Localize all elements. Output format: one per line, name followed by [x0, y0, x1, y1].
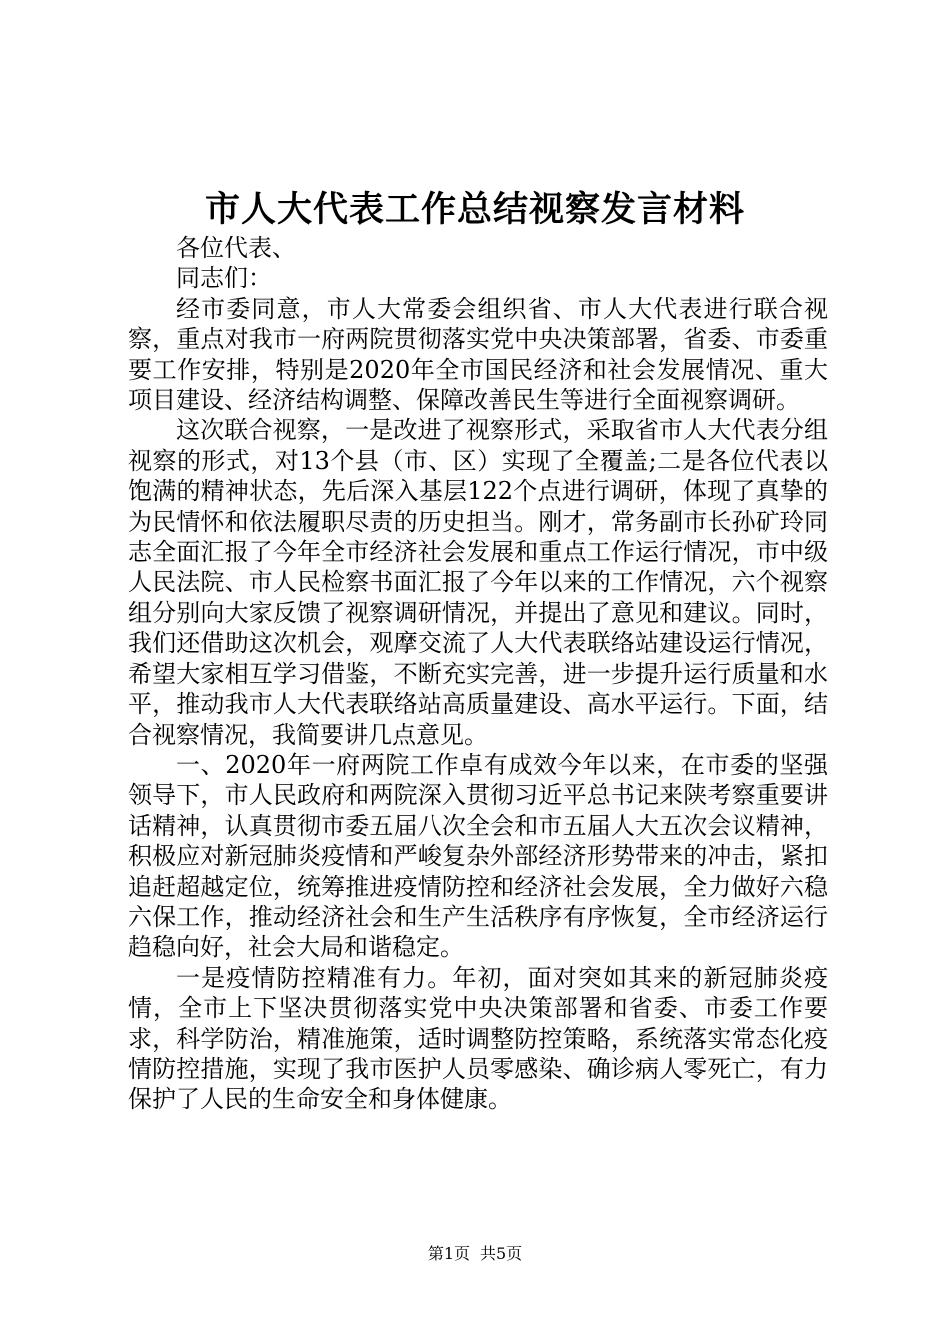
- body-paragraph: 这次联合视察，一是改进了视察形式，采取省市人大代表分组视察的形式，对13个县（市、区）实现了全覆盖;二是各位代表以饱满的精神状态，先后深入基层122个点进行调研，体现了真挚的为民情怀和依法履职尽责的历史担当。刚才，常务副市长孙矿玲同志全面汇报了今年全市经济社会发展和重点工作运行情况，市中级人民法院、市人民检察书面汇报了今年以来的工作情况，六个视察组分别向大家反馈了视察调研情况，并提出了意见和建议。同时，我们还借助这次机会，观摩交流了人大代表联络站建设运行情况，希望大家相互学习借鉴，不断充实完善，进一步提升运行质量和水平，推动我市人大代表联络站高质量建设、高水平运行。下面，结合视察情况，我简要讲几点意见。: [128, 416, 828, 749]
- document-body: [128, 233, 828, 1115]
- page-footer: [0, 1243, 950, 1265]
- page-number-current: 第1页: [427, 1244, 470, 1263]
- body-paragraph: 一、2020年一府两院工作卓有成效今年以来，在市委的坚强领导下，市人民政府和两院深入贯彻习近平总书记来陕考察重要讲话精神，认真贯彻市委五届八次全会和市五届人大五次会议精神，积极应对新冠肺炎疫情和严峻复杂外部经济形势带来的冲击，紧扣追赶超越定位，统筹推进疫情防控和经济社会发展，全力做好六稳六保工作，推动经济社会和生产生活秩序有序恢复，全市经济运行趋稳向好，社会大局和谐稳定。: [128, 750, 828, 962]
- salutation-line: 同志们：: [176, 264, 272, 293]
- body-paragraph: 一是疫情防控精准有力。年初，面对突如其来的新冠肺炎疫情，全市上下坚决贯彻落实党中央决策部署和省委、市委工作要求，科学防治，精准施策，适时调整防控策略，系统落实常态化疫情防控措施，实现了我市医护人员零感染、确诊病人零死亡，有力保护了人民的生命安全和身体健康。: [128, 963, 828, 1114]
- salutation-line: 各位代表、: [176, 234, 296, 262]
- body-paragraph: 经市委同意，市人大常委会组织省、市人大代表进行联合视察，重点对我市一府两院贯彻落实党中央决策部署，省委、市委重要工作安排，特别是2020年全市国民经济和社会发展情况、重大项目建设、经济结构调整、保障改善民生等进行全面视察调研。: [128, 294, 828, 415]
- document-title: 市人大代表工作总结视察发言材料: [204, 189, 745, 230]
- page-number-total: 共5页: [480, 1244, 523, 1263]
